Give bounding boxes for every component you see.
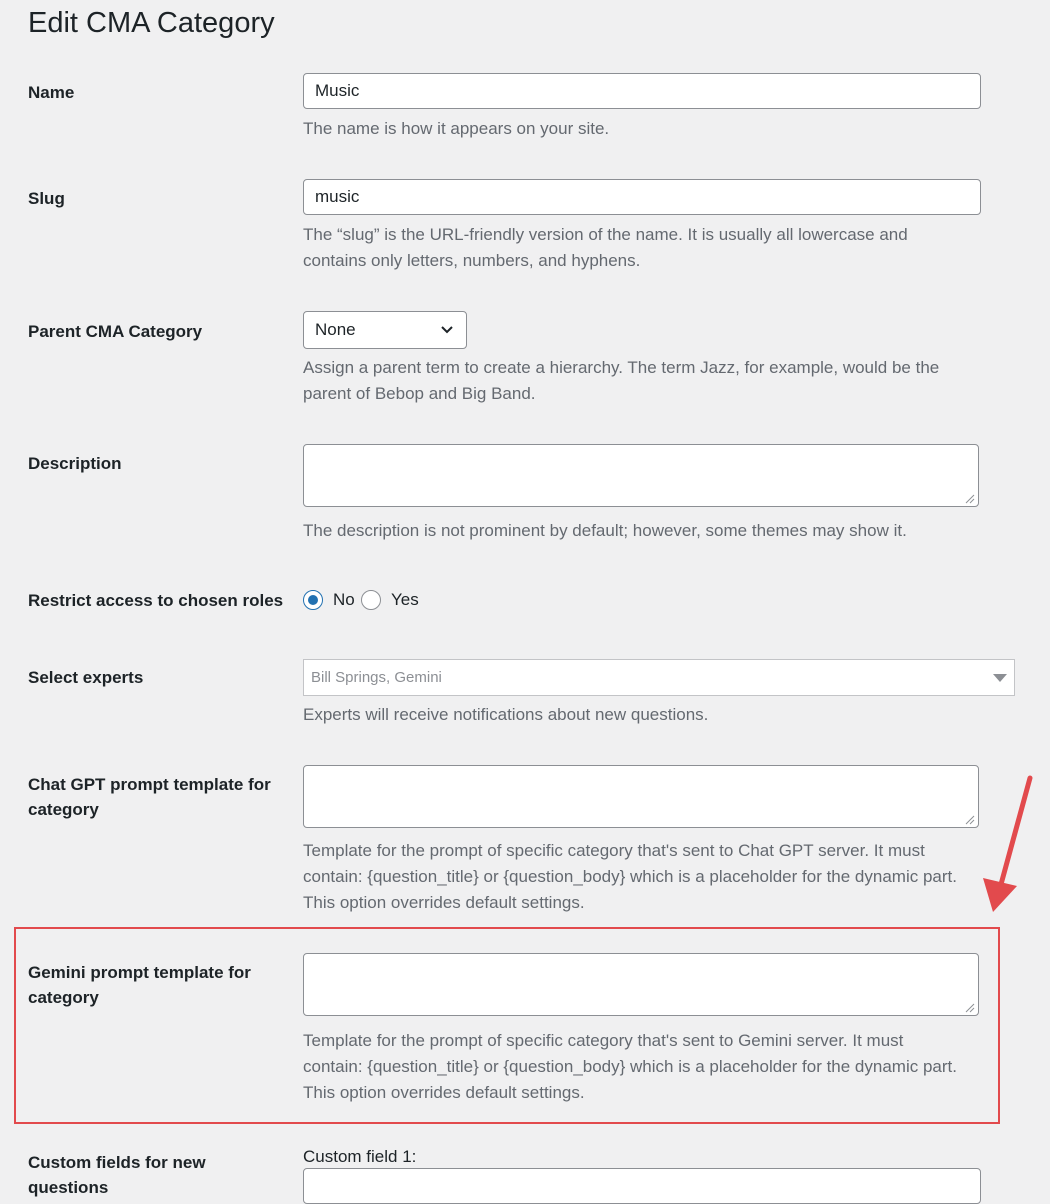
chatgpt-label-line: Chat GPT prompt template for <box>28 775 271 794</box>
chatgpt-description-line: Template for the prompt of specific category that's sent to Chat GPT server. It must <box>303 841 925 860</box>
gemini-label <box>28 960 288 1010</box>
parent-description-line: parent of Bebop and Big Band. <box>303 384 536 403</box>
chatgpt-description-line: contain: {question_title} or {question_body} which is a placeholder for the dynamic part. <box>303 867 957 886</box>
restrict-no-label: No <box>333 590 355 609</box>
description-label: Description <box>28 454 122 473</box>
page-title: Edit CMA Category <box>28 7 275 39</box>
chatgpt-description-line: This option overrides default settings. <box>303 893 585 912</box>
slug-input[interactable] <box>303 179 981 215</box>
name-input[interactable] <box>303 73 981 109</box>
custom-fields-label <box>28 1150 288 1200</box>
chatgpt-label-line: category <box>28 800 99 819</box>
restrict-label: Restrict access to chosen roles <box>28 591 284 610</box>
restrict-yes-radio[interactable] <box>361 590 381 610</box>
description-textarea[interactable] <box>303 444 979 507</box>
slug-description-line: The “slug” is the URL-friendly version of the name. It is usually all lowercase and <box>303 225 908 244</box>
experts-selected: Bill Springs, Gemini <box>311 669 442 686</box>
parent-category-label: Parent CMA Category <box>28 322 203 341</box>
description-help: The description is not prominent by default; however, some themes may show it. <box>303 521 907 540</box>
annotation-arrow-icon <box>975 770 1045 920</box>
gemini-label-line: Gemini prompt template for <box>28 963 251 982</box>
gemini-description-line: This option overrides default settings. <box>303 1083 585 1102</box>
slug-description <box>303 222 993 274</box>
parent-description-line: Assign a parent term to create a hierarchy. The term Jazz, for example, would be the <box>303 358 940 377</box>
experts-label: Select experts <box>28 668 144 687</box>
experts-description: Experts will receive notifications about new questions. <box>303 705 709 724</box>
custom-field-1-input[interactable] <box>303 1168 981 1204</box>
parent-category-selected: None <box>315 320 356 339</box>
name-description: The name is how it appears on your site. <box>303 119 610 138</box>
gemini-description <box>303 1028 993 1106</box>
chatgpt-label <box>28 772 288 822</box>
custom-fields-label-line: questions <box>28 1178 109 1197</box>
caret-down-icon <box>993 674 1007 682</box>
gemini-description-line: contain: {question_title} or {question_body} which is a placeholder for the dynamic part. <box>303 1057 957 1076</box>
slug-label: Slug <box>28 189 65 208</box>
gemini-label-line: category <box>28 988 99 1007</box>
restrict-yes-label: Yes <box>391 590 419 609</box>
chatgpt-template-textarea[interactable] <box>303 765 979 828</box>
parent-category-select[interactable] <box>303 311 467 349</box>
slug-description-line: contains only letters, numbers, and hyphens. <box>303 251 641 270</box>
resize-grip-icon[interactable] <box>965 494 975 504</box>
custom-field-1-label: Custom field 1: <box>303 1147 417 1166</box>
experts-select[interactable] <box>303 659 1015 696</box>
resize-grip-icon[interactable] <box>965 815 975 825</box>
restrict-no-radio[interactable] <box>303 590 323 610</box>
chatgpt-description <box>303 838 993 916</box>
chevron-down-icon <box>440 324 454 336</box>
custom-fields-label-line: Custom fields for new <box>28 1153 206 1172</box>
resize-grip-icon[interactable] <box>965 1003 975 1013</box>
parent-category-description <box>303 355 993 407</box>
gemini-description-line: Template for the prompt of specific category that's sent to Gemini server. It must <box>303 1031 904 1050</box>
gemini-template-textarea[interactable] <box>303 953 979 1016</box>
name-label: Name <box>28 83 75 102</box>
